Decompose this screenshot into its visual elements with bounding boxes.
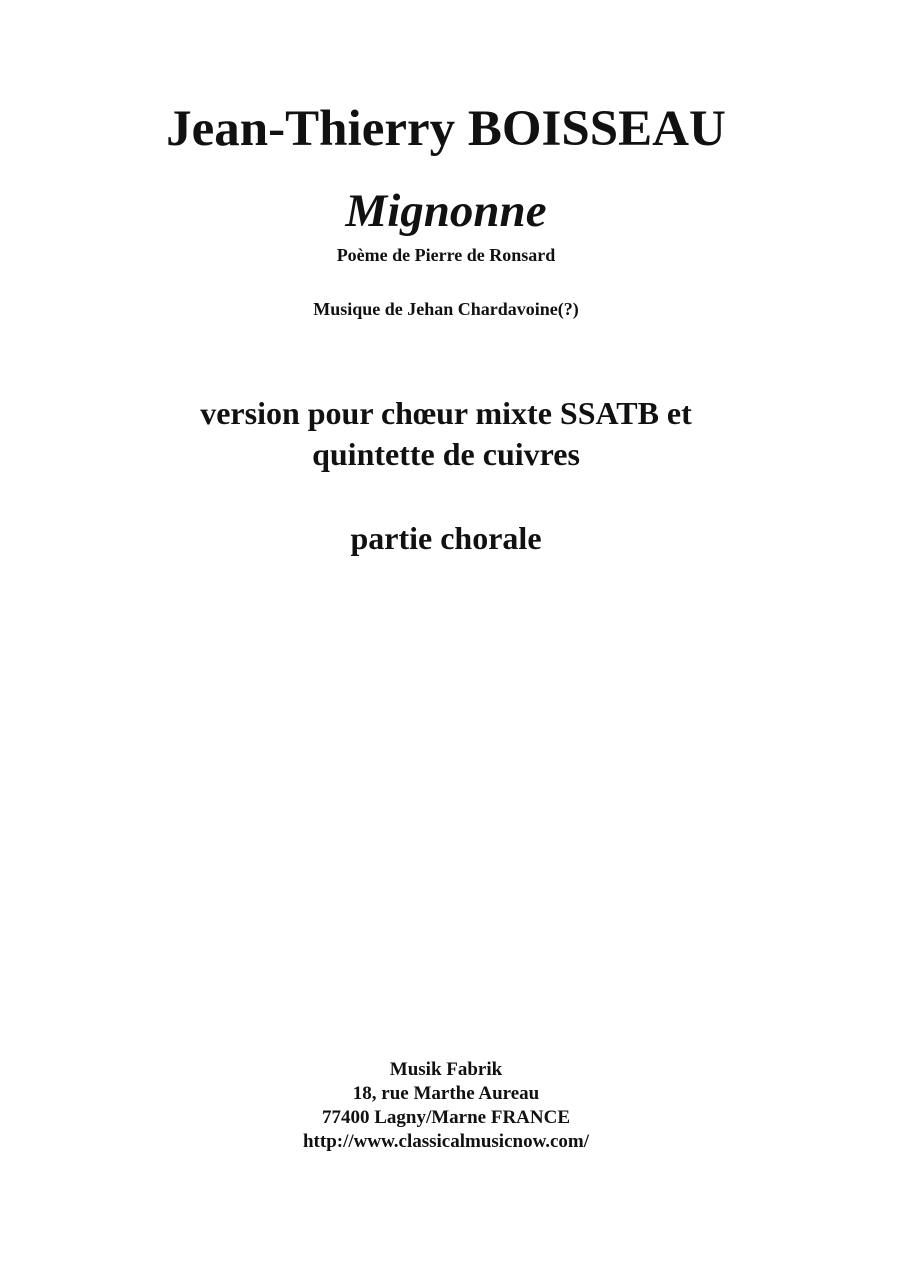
publisher-url: http://www.classicalmusicnow.com/: [302, 1131, 590, 1152]
publisher-street: 18, rue Marthe Aureau: [352, 1083, 540, 1104]
work-title: Mignonne: [345, 185, 547, 237]
publisher-city: 77400 Lagny/Marne FRANCE: [321, 1107, 571, 1128]
part-label: partie chorale: [350, 520, 542, 556]
version-line-1: version pour chœur mixte SSATB et: [200, 395, 692, 431]
version-line-2: quintette de cuivres: [312, 436, 580, 472]
poem-credit: Poème de Pierre de Ronsard: [336, 245, 556, 265]
composer-name: Jean-Thierry BOISSEAU: [166, 101, 726, 157]
music-credit: Musique de Jehan Chardavoine(?): [313, 299, 579, 319]
publisher-name: Musik Fabrik: [389, 1059, 503, 1080]
